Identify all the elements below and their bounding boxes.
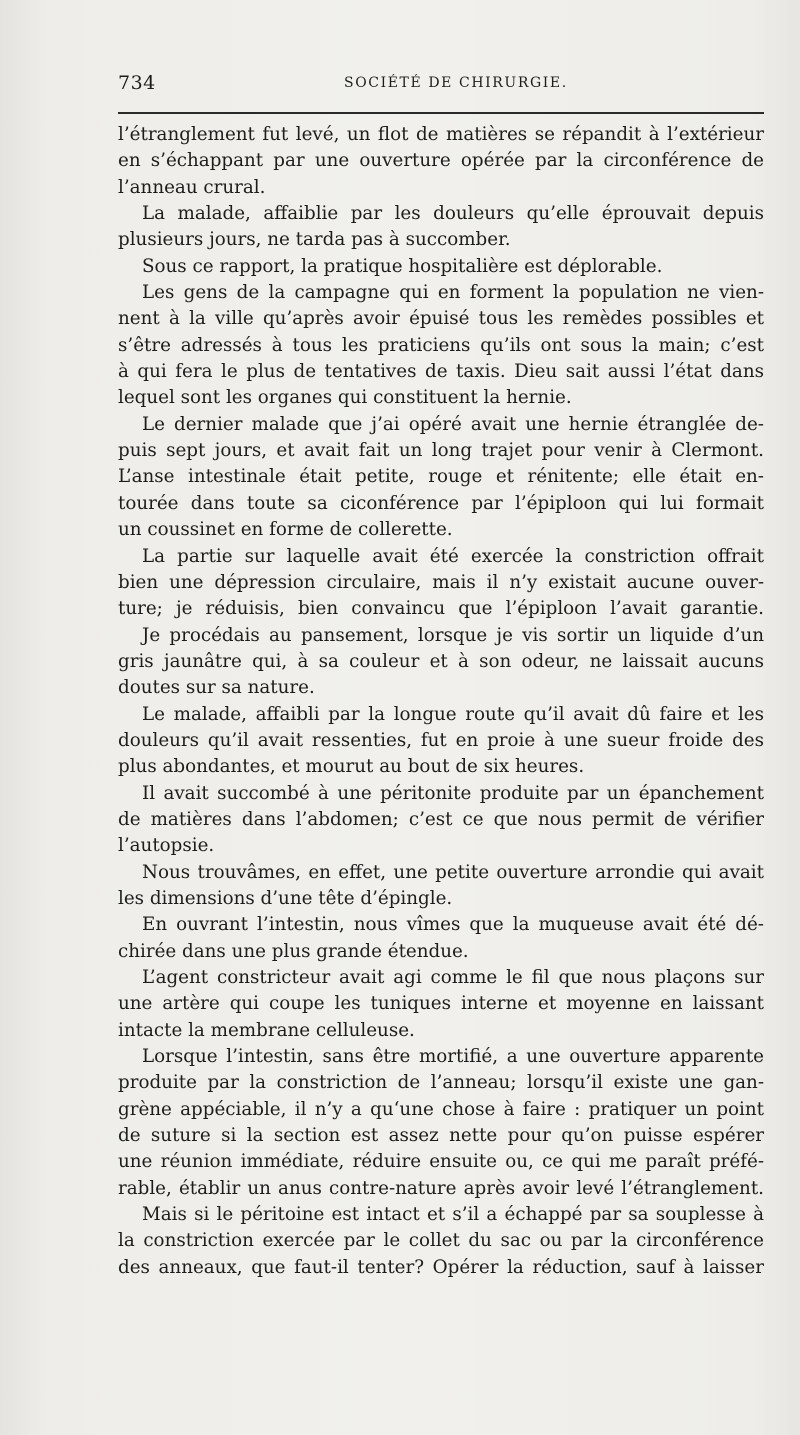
text-line: un coussinet en forme de collerette. — [118, 519, 453, 541]
text-line: Nous trouvâmes, en effet, une petite ouverture arrondie qui avait — [142, 861, 764, 883]
text-line: Les gens de la campagne qui en forment la population ne vien- — [142, 282, 764, 304]
text-line: Il avait succombé à une péritonite produite par un épanchement — [142, 782, 764, 804]
text-line: intacte la membrane celluleuse. — [118, 1019, 415, 1041]
text-line: La partie sur laquelle avait été exercée la constriction offrait — [142, 545, 764, 567]
text-line: puis sept jours, et avait fait un long trajet pour venir à Clermont. — [118, 440, 764, 462]
text-line: produite par la constriction de l’anneau; lorsqu’il existe une gan- — [118, 1072, 764, 1094]
text-line: la constriction exercée par le collet du sac ou par la circonférence — [118, 1230, 764, 1252]
text-line: s’être adressés à tous les praticiens qu’ils ont sous la main; c’est — [118, 334, 764, 356]
text-line: une artère qui coupe les tuniques interne et moyenne en laissant — [118, 993, 764, 1015]
text-line: Le dernier malade que j’ai opéré avait une hernie étranglée de- — [142, 413, 764, 435]
text-line: tourée dans toute sa ciconférence par l’épiploon qui lui formait — [118, 492, 764, 514]
text-line: douleurs qu’il avait ressenties, fut en proie à une sueur froide des — [118, 729, 764, 751]
body-text — [118, 122, 764, 1281]
text-line: L’anse intestinale était petite, rouge et rénitente; elle était en- — [118, 466, 764, 488]
text-line: L’agent constricteur avait agi comme le fil que nous plaçons sur — [142, 967, 764, 988]
text-line: de suture si la section est assez nette pour qu’on puisse espérer — [118, 1125, 764, 1147]
page-number: 734 — [118, 72, 156, 94]
text-line: à qui fera le plus de tentatives de taxis. Dieu sait aussi l’état dans — [118, 361, 764, 383]
text-line: une réunion immédiate, réduire ensuite ou, ce qui me paraît préfé- — [118, 1151, 764, 1173]
text-line: de matières dans l’abdomen; c’est ce que nous permit de vérifier — [118, 808, 764, 830]
text-line: rable, établir un anus contre-nature après avoir levé l’étranglement. — [118, 1177, 764, 1199]
running-title: SOCIÉTÉ DE CHIRURGIE. — [344, 75, 568, 91]
text-line: plus abondantes, et mourut au bout de six heures. — [118, 756, 585, 778]
page-header — [118, 72, 764, 96]
text-line: plusieurs jours, ne tarda pas à succomber. — [118, 229, 511, 251]
text-line: Mais si le péritoine est intact et s’il a échappé par sa souplesse à — [142, 1204, 764, 1226]
text-line: grène appéciable, il n’y a qu‘une chose à faire : pratiquer un point — [118, 1098, 764, 1120]
text-line: chirée dans une plus grande étendue. — [118, 940, 469, 962]
text-line: Lorsque l’intestin, sans être mortifié, a une ouverture apparente — [142, 1046, 764, 1068]
text-line: En ouvrant l’intestin, nous vîmes que la muqueuse avait été dé- — [142, 914, 764, 936]
text-line: nent à la ville qu’après avoir épuisé tous les remèdes possibles et — [118, 308, 764, 330]
text-line: des anneaux, que faut-il tenter? Opérer la réduction, sauf à laisser — [118, 1256, 764, 1278]
text-line: Le malade, affaibli par la longue route qu’il avait dû faire et les — [142, 703, 764, 725]
text-line: Sous ce rapport, la pratique hospitalière est déplorable. — [142, 255, 663, 277]
text-line: l’autopsie. — [118, 835, 215, 857]
text-line: Je procédais au pansement, lorsque je vis sortir un liquide d’un — [142, 624, 764, 646]
text-line: en s’échappant par une ouverture opérée par la circonférence de — [118, 150, 764, 172]
text-line: gris jaunâtre qui, à sa couleur et à son odeur, ne laissait aucuns — [118, 650, 764, 672]
text-line: l’anneau crural. — [118, 176, 266, 198]
text-line: lequel sont les organes qui constituent la hernie. — [118, 387, 572, 409]
text-line: ture; je réduisis, bien convaincu que l’épiploon l’avait garantie. — [118, 598, 764, 620]
text-line: La malade, affaiblie par les douleurs qu’elle éprouvait depuis — [142, 203, 764, 225]
text-line: bien une dépression circulaire, mais il n’y existait aucune ouver- — [118, 571, 764, 593]
text-line: l’étranglement fut levé, un flot de matières se répandit à l’extérieur — [118, 124, 764, 145]
header-rule — [118, 112, 764, 114]
text-line: doutes sur sa nature. — [118, 677, 315, 699]
text-line: les dimensions d’une tête d’épingle. — [118, 887, 453, 909]
